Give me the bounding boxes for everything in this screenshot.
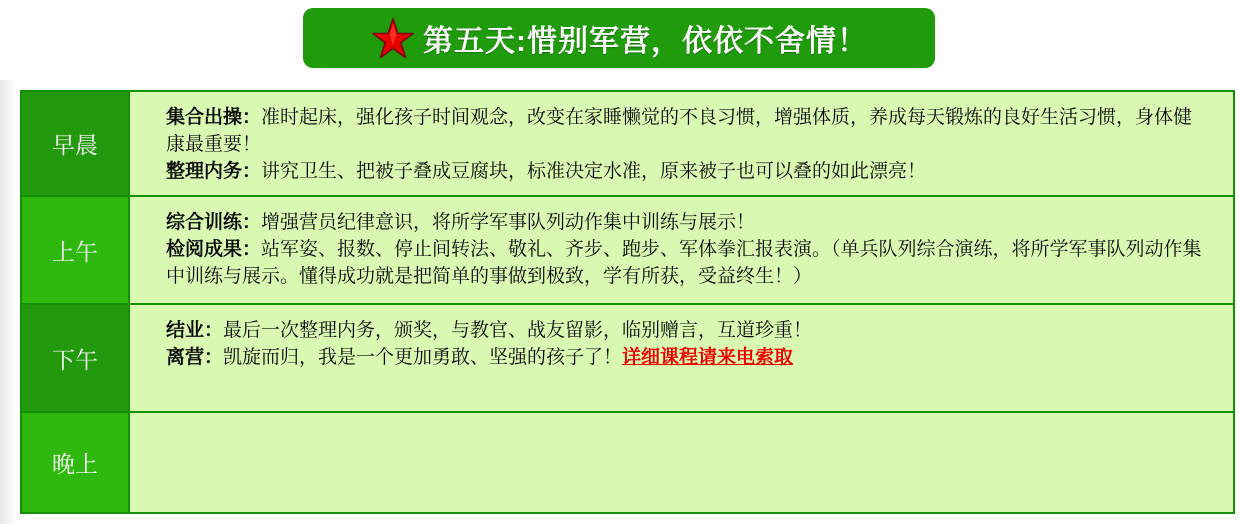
- item-label: 集合出操：: [166, 107, 262, 128]
- period-cell: 早晨: [22, 92, 130, 197]
- schedule-item: [166, 158, 1207, 185]
- item-label: 检阅成果：: [166, 239, 262, 260]
- item-text: 增强营员纪律意识，将所学军事队列动作集中训练与展示！: [261, 212, 756, 233]
- item-text: 讲究卫生、把被子叠成豆腐块，标准决定水准，原来被子也可以叠的如此漂亮！: [261, 161, 927, 182]
- schedule-item: [166, 236, 1207, 290]
- schedule-row: [22, 197, 1233, 305]
- content-cell: [130, 305, 1233, 413]
- item-text: 准时起床，强化孩子时间观念，改变在家睡懒觉的不良习惯，增强体质，养成每天锻炼的良好生活习惯，身体健康最重要！: [166, 107, 1193, 155]
- period-cell: 上午: [22, 197, 130, 305]
- schedule-item: [166, 344, 1207, 371]
- schedule-table: [20, 90, 1235, 514]
- content-cell: [130, 413, 1233, 512]
- item-label: 整理内务：: [166, 161, 262, 182]
- day-banner: [303, 8, 935, 68]
- schedule-item: [166, 104, 1207, 158]
- details-link[interactable]: 详细课程请来电索取: [622, 347, 794, 368]
- schedule-item: [166, 209, 1207, 236]
- item-label: 综合训练：: [166, 212, 262, 233]
- period-cell: 下午: [22, 305, 130, 413]
- item-label: 结业：: [166, 320, 224, 341]
- schedule-row: [22, 92, 1233, 197]
- schedule-row: [22, 305, 1233, 413]
- item-text: 最后一次整理内务，颁奖，与教官、战友留影，临别赠言，互道珍重！: [223, 320, 813, 341]
- item-label: 离营：: [166, 347, 224, 368]
- schedule-row: [22, 413, 1233, 512]
- period-cell: 晚上: [22, 413, 130, 512]
- schedule-item: [166, 317, 1207, 344]
- item-text: 凯旋而归，我是一个更加勇敢、坚强的孩子了！: [223, 347, 623, 368]
- banner-title: 第五天:惜别军营，依依不舍情！: [423, 25, 868, 58]
- content-cell: [130, 92, 1233, 197]
- star-icon: [370, 16, 416, 61]
- content-cell: [130, 197, 1233, 305]
- item-text: 站军姿、报数、停止间转法、敬礼、齐步、跑步、军体拳汇报表演。（单兵队列综合演练，将所学军事队列动作集中训练与展示。懂得成功就是把简单的事做到极致，学有所获，受益终生！）: [166, 239, 1202, 287]
